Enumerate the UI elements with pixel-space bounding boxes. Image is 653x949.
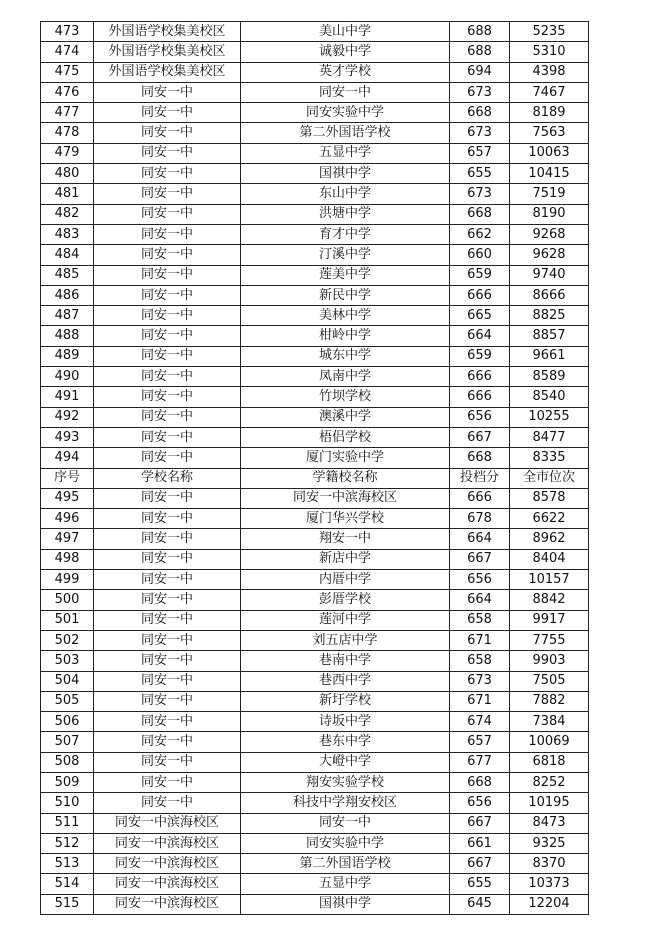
cell-origin-school: 巷南中学 — [241, 651, 450, 671]
cell-serial: 499 — [41, 570, 94, 590]
cell-score: 666 — [450, 367, 510, 387]
cell-serial: 513 — [41, 854, 94, 874]
cell-school-name: 同安一中 — [94, 793, 241, 813]
cell-score: 668 — [450, 103, 510, 123]
cell-school-name: 同安一中 — [94, 103, 241, 123]
cell-school-name: 同安一中 — [94, 204, 241, 224]
cell-serial: 498 — [41, 549, 94, 569]
cell-school-name: 同安一中 — [94, 590, 241, 610]
cell-score: 673 — [450, 184, 510, 204]
cell-school-name: 同安一中 — [94, 772, 241, 792]
cell-school-name: 同安一中滨海校区 — [94, 894, 241, 914]
cell-city-rank: 8404 — [510, 549, 589, 569]
cell-score: 678 — [450, 509, 510, 529]
cell-school-name: 同安一中 — [94, 387, 241, 407]
cell-school-name: 同安一中 — [94, 82, 241, 102]
cell-school-name: 同安一中 — [94, 224, 241, 244]
cell-city-rank: 9628 — [510, 245, 589, 265]
table-row — [41, 752, 589, 772]
table-row — [41, 671, 589, 691]
table-row — [41, 732, 589, 752]
cell-serial: 484 — [41, 245, 94, 265]
cell-school-name: 同安一中 — [94, 529, 241, 549]
cell-score: 671 — [450, 630, 510, 650]
cell-city-rank: 10063 — [510, 143, 589, 163]
table-row — [41, 285, 589, 305]
cell-city-rank: 8190 — [510, 204, 589, 224]
cell-city-rank: 10195 — [510, 793, 589, 813]
cell-school-name: 同安一中 — [94, 265, 241, 285]
cell-score: 659 — [450, 346, 510, 366]
table-row — [41, 772, 589, 792]
cell-city-rank: 8335 — [510, 448, 589, 468]
table-row — [41, 630, 589, 650]
cell-origin-school: 城东中学 — [241, 346, 450, 366]
cell-serial: 497 — [41, 529, 94, 549]
cell-origin-school: 同安实验中学 — [241, 103, 450, 123]
cell-origin-school: 澳溪中学 — [241, 407, 450, 427]
cell-score: 665 — [450, 306, 510, 326]
cell-origin-school: 汀溪中学 — [241, 245, 450, 265]
cell-serial: 511 — [41, 813, 94, 833]
cell-serial: 514 — [41, 874, 94, 894]
cell-school-name: 同安一中 — [94, 630, 241, 650]
cell-city-rank: 5310 — [510, 42, 589, 62]
cell-score: 674 — [450, 712, 510, 732]
cell-origin-school: 新民中学 — [241, 285, 450, 305]
cell-score: 667 — [450, 549, 510, 569]
cell-city-rank: 9903 — [510, 651, 589, 671]
table-row — [41, 306, 589, 326]
cell-serial: 503 — [41, 651, 94, 671]
cell-origin-school: 柑岭中学 — [241, 326, 450, 346]
cell-score: 655 — [450, 874, 510, 894]
cell-score: 664 — [450, 590, 510, 610]
cell-origin-school: 梧侣学校 — [241, 427, 450, 447]
table-row — [41, 509, 589, 529]
table-row — [41, 42, 589, 62]
cell-serial: 505 — [41, 691, 94, 711]
cell-school-name: 同安一中滨海校区 — [94, 874, 241, 894]
cell-school-name: 学校名称 — [94, 468, 241, 488]
table-row — [41, 407, 589, 427]
cell-school-name: 同安一中 — [94, 407, 241, 427]
cell-score: 666 — [450, 488, 510, 508]
cell-origin-school: 凤南中学 — [241, 367, 450, 387]
cell-school-name: 同安一中 — [94, 570, 241, 590]
table-row — [41, 245, 589, 265]
cell-score: 658 — [450, 610, 510, 630]
cell-score: 668 — [450, 772, 510, 792]
cell-serial: 500 — [41, 590, 94, 610]
cell-score: 668 — [450, 448, 510, 468]
cell-serial: 506 — [41, 712, 94, 732]
cell-score: 694 — [450, 62, 510, 82]
cell-city-rank: 5235 — [510, 22, 589, 42]
cell-score: 657 — [450, 143, 510, 163]
cell-origin-school: 刘五店中学 — [241, 630, 450, 650]
cell-origin-school: 彭厝学校 — [241, 590, 450, 610]
cell-origin-school: 国祺中学 — [241, 164, 450, 184]
table-row — [41, 184, 589, 204]
cell-score: 667 — [450, 854, 510, 874]
table-row — [41, 123, 589, 143]
cell-school-name: 同安一中滨海校区 — [94, 833, 241, 853]
table-row — [41, 488, 589, 508]
cell-city-rank: 9325 — [510, 833, 589, 853]
table-row — [41, 22, 589, 42]
table-row — [41, 164, 589, 184]
cell-school-name: 同安一中 — [94, 326, 241, 346]
cell-serial: 478 — [41, 123, 94, 143]
table-row — [41, 590, 589, 610]
cell-score: 657 — [450, 732, 510, 752]
cell-serial: 502 — [41, 630, 94, 650]
cell-origin-school: 洪塘中学 — [241, 204, 450, 224]
table-row — [41, 103, 589, 123]
cell-city-rank: 7563 — [510, 123, 589, 143]
table-header-row — [41, 468, 589, 488]
cell-serial: 475 — [41, 62, 94, 82]
table-row — [41, 82, 589, 102]
table-row — [41, 204, 589, 224]
cell-serial: 485 — [41, 265, 94, 285]
cell-origin-school: 美林中学 — [241, 306, 450, 326]
table-row — [41, 610, 589, 630]
cell-city-rank: 9917 — [510, 610, 589, 630]
cell-score: 656 — [450, 407, 510, 427]
table-row — [41, 570, 589, 590]
cell-origin-school: 同安一中 — [241, 82, 450, 102]
cell-origin-school: 内厝中学 — [241, 570, 450, 590]
cell-city-rank: 全市位次 — [510, 468, 589, 488]
cell-score: 658 — [450, 651, 510, 671]
table-row — [41, 387, 589, 407]
cell-origin-school: 厦门华兴学校 — [241, 509, 450, 529]
cell-city-rank: 7384 — [510, 712, 589, 732]
cell-score: 666 — [450, 387, 510, 407]
cell-serial: 477 — [41, 103, 94, 123]
cell-school-name: 同安一中 — [94, 509, 241, 529]
cell-serial: 492 — [41, 407, 94, 427]
table-row — [41, 326, 589, 346]
cell-serial: 480 — [41, 164, 94, 184]
cell-serial: 494 — [41, 448, 94, 468]
cell-city-rank: 10415 — [510, 164, 589, 184]
table-row — [41, 691, 589, 711]
cell-city-rank: 10157 — [510, 570, 589, 590]
cell-school-name: 同安一中 — [94, 691, 241, 711]
cell-city-rank: 8540 — [510, 387, 589, 407]
cell-origin-school: 新圩学校 — [241, 691, 450, 711]
cell-city-rank: 8666 — [510, 285, 589, 305]
cell-school-name: 同安一中 — [94, 143, 241, 163]
cell-school-name: 同安一中 — [94, 752, 241, 772]
cell-school-name: 同安一中 — [94, 367, 241, 387]
cell-school-name: 同安一中 — [94, 651, 241, 671]
table-row — [41, 224, 589, 244]
cell-school-name: 同安一中 — [94, 610, 241, 630]
cell-serial: 487 — [41, 306, 94, 326]
cell-city-rank: 6622 — [510, 509, 589, 529]
cell-city-rank: 8189 — [510, 103, 589, 123]
cell-origin-school: 厦门实验中学 — [241, 448, 450, 468]
cell-city-rank: 10069 — [510, 732, 589, 752]
cell-city-rank: 8857 — [510, 326, 589, 346]
cell-serial: 序号 — [41, 468, 94, 488]
cell-city-rank: 9268 — [510, 224, 589, 244]
cell-origin-school: 巷东中学 — [241, 732, 450, 752]
cell-origin-school: 东山中学 — [241, 184, 450, 204]
cell-serial: 483 — [41, 224, 94, 244]
cell-city-rank: 10373 — [510, 874, 589, 894]
table-row — [41, 62, 589, 82]
table-row — [41, 833, 589, 853]
cell-serial: 474 — [41, 42, 94, 62]
cell-serial: 481 — [41, 184, 94, 204]
cell-origin-school: 英才学校 — [241, 62, 450, 82]
cell-school-name: 外国语学校集美校区 — [94, 42, 241, 62]
cell-school-name: 同安一中 — [94, 549, 241, 569]
cell-origin-school: 莲美中学 — [241, 265, 450, 285]
cell-score: 666 — [450, 285, 510, 305]
cell-school-name: 同安一中 — [94, 123, 241, 143]
cell-score: 662 — [450, 224, 510, 244]
table-row — [41, 346, 589, 366]
cell-serial: 488 — [41, 326, 94, 346]
cell-serial: 512 — [41, 833, 94, 853]
table-row — [41, 793, 589, 813]
cell-city-rank: 12204 — [510, 894, 589, 914]
cell-school-name: 外国语学校集美校区 — [94, 22, 241, 42]
cell-score: 667 — [450, 427, 510, 447]
cell-origin-school: 同安一中滨海校区 — [241, 488, 450, 508]
cell-score: 667 — [450, 813, 510, 833]
cell-school-name: 同安一中 — [94, 732, 241, 752]
cell-city-rank: 8842 — [510, 590, 589, 610]
cell-city-rank: 8589 — [510, 367, 589, 387]
cell-school-name: 同安一中 — [94, 427, 241, 447]
cell-city-rank: 10255 — [510, 407, 589, 427]
cell-city-rank: 7519 — [510, 184, 589, 204]
table-row — [41, 529, 589, 549]
cell-origin-school: 翔安实验学校 — [241, 772, 450, 792]
cell-school-name: 同安一中 — [94, 245, 241, 265]
table-row — [41, 813, 589, 833]
cell-origin-school: 同安实验中学 — [241, 833, 450, 853]
cell-serial: 501 — [41, 610, 94, 630]
cell-school-name: 同安一中 — [94, 448, 241, 468]
cell-score: 688 — [450, 42, 510, 62]
cell-serial: 496 — [41, 509, 94, 529]
cell-origin-school: 学籍校名称 — [241, 468, 450, 488]
cell-serial: 479 — [41, 143, 94, 163]
cell-score: 656 — [450, 793, 510, 813]
cell-origin-school: 诚毅中学 — [241, 42, 450, 62]
cell-origin-school: 科技中学翔安校区 — [241, 793, 450, 813]
table-row — [41, 874, 589, 894]
cell-school-name: 同安一中 — [94, 306, 241, 326]
cell-school-name: 同安一中 — [94, 671, 241, 691]
cell-score: 688 — [450, 22, 510, 42]
cell-score: 645 — [450, 894, 510, 914]
cell-city-rank: 7755 — [510, 630, 589, 650]
cell-city-rank: 8825 — [510, 306, 589, 326]
cell-serial: 510 — [41, 793, 94, 813]
admission-table — [40, 21, 589, 915]
cell-serial: 491 — [41, 387, 94, 407]
cell-school-name: 外国语学校集美校区 — [94, 62, 241, 82]
cell-score: 677 — [450, 752, 510, 772]
cell-origin-school: 国祺中学 — [241, 894, 450, 914]
cell-serial: 490 — [41, 367, 94, 387]
cell-serial: 515 — [41, 894, 94, 914]
cell-city-rank: 9740 — [510, 265, 589, 285]
cell-city-rank: 6818 — [510, 752, 589, 772]
cell-city-rank: 7505 — [510, 671, 589, 691]
cell-city-rank: 7882 — [510, 691, 589, 711]
cell-origin-school: 诗坂中学 — [241, 712, 450, 732]
cell-score: 655 — [450, 164, 510, 184]
table-row — [41, 427, 589, 447]
cell-serial: 476 — [41, 82, 94, 102]
cell-origin-school: 五显中学 — [241, 143, 450, 163]
table-row — [41, 651, 589, 671]
cell-city-rank: 8252 — [510, 772, 589, 792]
cell-school-name: 同安一中 — [94, 488, 241, 508]
cell-serial: 508 — [41, 752, 94, 772]
table-row — [41, 712, 589, 732]
cell-school-name: 同安一中 — [94, 184, 241, 204]
cell-origin-school: 第二外国语学校 — [241, 854, 450, 874]
cell-school-name: 同安一中 — [94, 346, 241, 366]
cell-score: 673 — [450, 671, 510, 691]
cell-school-name: 同安一中 — [94, 712, 241, 732]
cell-origin-school: 新店中学 — [241, 549, 450, 569]
cell-score: 664 — [450, 529, 510, 549]
cell-school-name: 同安一中滨海校区 — [94, 854, 241, 874]
cell-school-name: 同安一中 — [94, 164, 241, 184]
cell-serial: 489 — [41, 346, 94, 366]
cell-city-rank: 8578 — [510, 488, 589, 508]
cell-school-name: 同安一中 — [94, 285, 241, 305]
cell-score: 664 — [450, 326, 510, 346]
cell-origin-school: 竹坝学校 — [241, 387, 450, 407]
cell-serial: 486 — [41, 285, 94, 305]
cell-origin-school: 大嶝中学 — [241, 752, 450, 772]
cell-serial: 495 — [41, 488, 94, 508]
cell-city-rank: 8370 — [510, 854, 589, 874]
table-row — [41, 143, 589, 163]
cell-score: 投档分 — [450, 468, 510, 488]
cell-origin-school: 第二外国语学校 — [241, 123, 450, 143]
cell-school-name: 同安一中滨海校区 — [94, 813, 241, 833]
cell-serial: 509 — [41, 772, 94, 792]
table-row — [41, 367, 589, 387]
cell-city-rank: 8473 — [510, 813, 589, 833]
cell-city-rank: 7467 — [510, 82, 589, 102]
cell-origin-school: 翔安一中 — [241, 529, 450, 549]
cell-serial: 482 — [41, 204, 94, 224]
cell-city-rank: 4398 — [510, 62, 589, 82]
table-row — [41, 854, 589, 874]
cell-origin-school: 育才中学 — [241, 224, 450, 244]
cell-score: 660 — [450, 245, 510, 265]
table-row — [41, 894, 589, 914]
table-row — [41, 265, 589, 285]
table-row — [41, 448, 589, 468]
table-row — [41, 549, 589, 569]
cell-origin-school: 同安一中 — [241, 813, 450, 833]
cell-serial: 504 — [41, 671, 94, 691]
cell-origin-school: 五显中学 — [241, 874, 450, 894]
cell-score: 668 — [450, 204, 510, 224]
cell-score: 659 — [450, 265, 510, 285]
cell-city-rank: 8477 — [510, 427, 589, 447]
cell-city-rank: 8962 — [510, 529, 589, 549]
cell-serial: 493 — [41, 427, 94, 447]
cell-origin-school: 美山中学 — [241, 22, 450, 42]
cell-score: 656 — [450, 570, 510, 590]
cell-serial: 473 — [41, 22, 94, 42]
cell-origin-school: 巷西中学 — [241, 671, 450, 691]
cell-city-rank: 9661 — [510, 346, 589, 366]
cell-score: 673 — [450, 82, 510, 102]
cell-origin-school: 莲河中学 — [241, 610, 450, 630]
admission-table-body — [41, 22, 589, 915]
cell-score: 673 — [450, 123, 510, 143]
cell-score: 671 — [450, 691, 510, 711]
cell-score: 661 — [450, 833, 510, 853]
cell-serial: 507 — [41, 732, 94, 752]
